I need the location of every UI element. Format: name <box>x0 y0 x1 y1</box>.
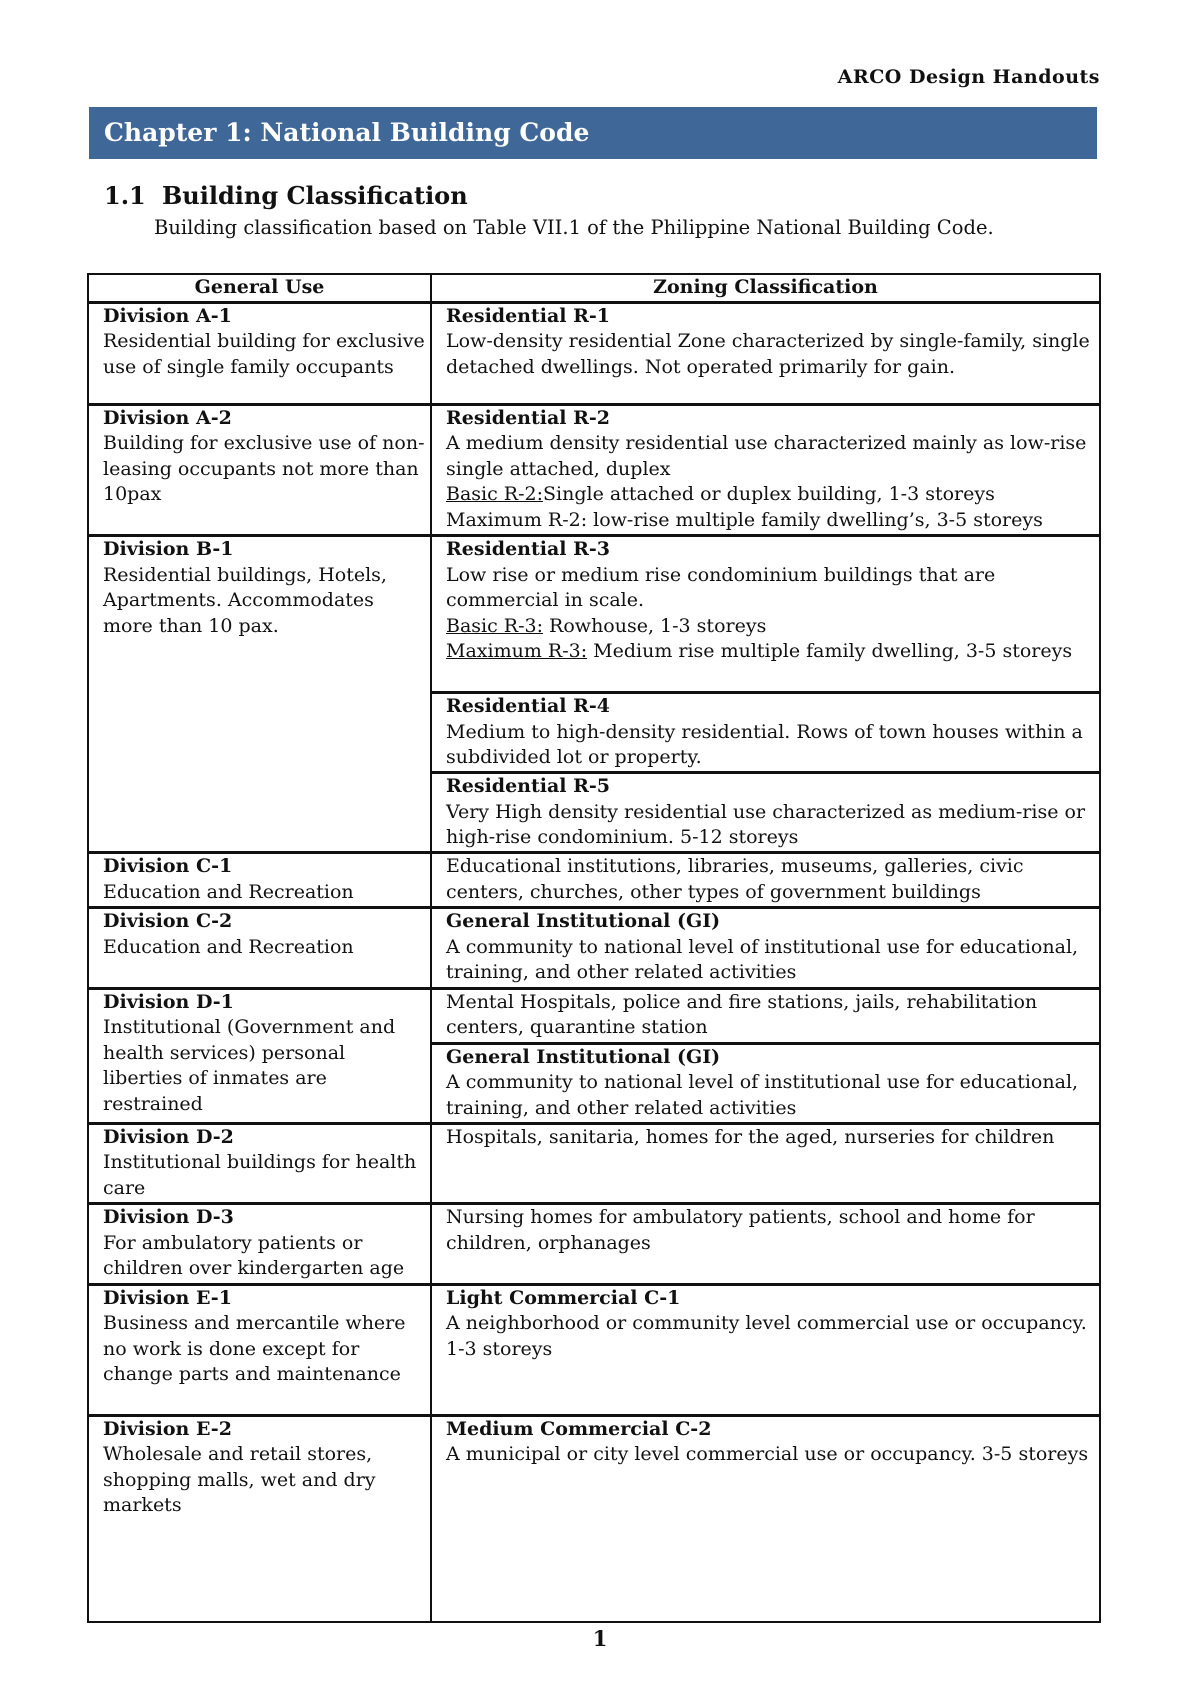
general-use-cell <box>88 1415 431 1622</box>
zone-part <box>432 537 1099 691</box>
division-description: Residential buildings, Hotels, Apartments. Accommodates more than 10 pax. <box>103 563 387 637</box>
table-header-row <box>88 274 1100 302</box>
zone-description: Very High density residential use characterized as medium-rise or high-rise condominium. 5-12 storeys <box>446 800 1086 848</box>
zone-basic-line <box>446 482 1094 508</box>
zoning-cell <box>431 908 1100 989</box>
zoning-cell <box>431 853 1100 908</box>
zone-title: General Institutional (GI) <box>446 910 721 932</box>
max-label: Maximum R-3: <box>446 640 588 662</box>
zoning-cell <box>431 302 1100 404</box>
table-row <box>88 536 1100 853</box>
table-row <box>88 1415 1100 1622</box>
table-row <box>88 988 1100 1123</box>
zone-description: Educational institutions, libraries, museums, galleries, civic centers, churches, other types of government buildings <box>446 855 1024 903</box>
division-label: Division C-1 <box>103 855 233 877</box>
section-number: 1.1 <box>104 181 146 210</box>
zone-description: Nursing homes for ambulatory patients, school and home for children, orphanages <box>446 1206 1035 1254</box>
max-text: low-rise multiple family dwelling’s, 3-5 storeys <box>587 508 1043 531</box>
zone-description: Hospitals, sanitaria, homes for the aged, nurseries for children <box>446 1125 1055 1148</box>
chapter-title-bar: Chapter 1: National Building Code <box>89 107 1097 159</box>
zoning-cell <box>431 1123 1100 1204</box>
general-use-cell <box>88 302 431 404</box>
general-use-cell <box>88 1123 431 1204</box>
zone-description: A municipal or city level commercial use or occupancy. 3-5 storeys <box>446 1443 1089 1465</box>
general-use-cell <box>88 908 431 989</box>
zone-description: A community to national level of institutional use for educational, training, and other related activities <box>446 935 1079 983</box>
zone-title: Residential R-4 <box>446 695 611 717</box>
zone-title: Residential R-5 <box>446 775 611 797</box>
division-label: Division D-3 <box>103 1206 234 1228</box>
zone-part <box>432 771 1099 851</box>
zoning-cell <box>431 988 1100 1123</box>
division-label: Division C-2 <box>103 910 233 932</box>
table-row <box>88 302 1100 404</box>
section-title: Building Classification <box>162 181 468 210</box>
basic-label: Basic R-3: <box>446 614 544 637</box>
zone-description: Medium to high-density residential. Rows of town houses within a subdivided lot or property. <box>446 720 1083 768</box>
general-use-cell <box>88 536 431 853</box>
division-description: Institutional (Government and health services) personal liberties of inmates are restrained <box>103 1016 396 1115</box>
max-text: Medium rise multiple family dwelling, 3-5 storeys <box>587 640 1073 662</box>
division-description: For ambulatory patients or children over kindergarten age <box>103 1231 405 1279</box>
zone-basic-line <box>446 614 1094 640</box>
division-description: Residential building for exclusive use of single family occupants <box>103 330 425 378</box>
section-heading <box>104 181 468 210</box>
division-description: Wholesale and retail stores, shopping malls, wet and dry markets <box>103 1443 376 1516</box>
general-use-cell <box>88 1204 431 1285</box>
zone-description: A neighborhood or community level commercial use or occupancy. 1-3 storeys <box>446 1312 1087 1360</box>
zone-title: Residential R-2 <box>446 406 611 429</box>
header-zoning-classification: Zoning Classification <box>431 274 1100 302</box>
zoning-cell <box>431 536 1100 853</box>
general-use-cell <box>88 1284 431 1415</box>
division-label: Division D-2 <box>103 1125 234 1148</box>
zone-description: Low-density residential Zone characterized by single-family, single detached dwellings. Not operated primarily for gain. <box>446 330 1090 378</box>
division-description: Business and mercantile where no work is done except for change parts and maintenance <box>103 1312 406 1385</box>
division-label: Division B-1 <box>103 538 234 560</box>
table-row <box>88 853 1100 908</box>
table-row <box>88 1123 1100 1204</box>
zone-part <box>432 990 1099 1042</box>
general-use-cell <box>88 853 431 908</box>
division-description: Education and Recreation <box>103 935 354 958</box>
section-intro: Building classification based on Table VII.1 of the Philippine National Building Code. <box>154 216 994 239</box>
zone-title: Medium Commercial C-2 <box>446 1417 712 1440</box>
max-label: Maximum R-2: <box>446 508 588 531</box>
division-description: Building for exclusive use of non-leasing occupants not more than 10pax <box>103 432 425 505</box>
zone-title: Residential R-3 <box>446 538 611 560</box>
table-row <box>88 908 1100 989</box>
zoning-cell <box>431 1284 1100 1415</box>
running-header: ARCO Design Handouts <box>837 66 1100 88</box>
table-row <box>88 404 1100 536</box>
division-label: Division E-1 <box>103 1286 232 1309</box>
division-label: Division A-1 <box>103 304 232 327</box>
zoning-cell <box>431 404 1100 536</box>
zoning-cell <box>431 1204 1100 1285</box>
zone-title: Light Commercial C-1 <box>446 1286 681 1309</box>
general-use-cell <box>88 404 431 536</box>
division-description: Institutional buildings for health care <box>103 1151 417 1199</box>
general-use-cell <box>88 988 431 1123</box>
zone-part <box>432 691 1099 771</box>
basic-text: Single attached or duplex building, 1-3 storeys <box>543 483 995 505</box>
zone-title: General Institutional (GI) <box>446 1045 721 1068</box>
page-number: 1 <box>592 1626 608 1651</box>
division-label: Division E-2 <box>103 1417 232 1440</box>
zone-max-line <box>446 508 1094 534</box>
zone-description: Mental Hospitals, police and fire stations, jails, rehabilitation centers, quarantine station <box>446 990 1038 1038</box>
zone-description: A community to national level of institutional use for educational, training, and other related activities <box>446 1071 1079 1119</box>
building-classification-table <box>87 273 1101 1623</box>
zone-title: Residential R-1 <box>446 304 611 327</box>
basic-label: Basic R-2: <box>446 483 544 505</box>
division-label: Division A-2 <box>103 406 232 429</box>
table-row <box>88 1204 1100 1285</box>
zone-description: A medium density residential use characterized mainly as low-rise single attached, duplex <box>446 432 1087 480</box>
zone-part <box>432 1042 1099 1122</box>
header-general-use: General Use <box>88 274 431 302</box>
table-row <box>88 1284 1100 1415</box>
basic-text: Rowhouse, 1-3 storeys <box>543 614 767 637</box>
division-label: Division D-1 <box>103 990 234 1013</box>
zoning-cell <box>431 1415 1100 1622</box>
zone-max-line <box>446 639 1094 665</box>
zone-description: Low rise or medium rise condominium buildings that are commercial in scale. <box>446 563 996 611</box>
division-description: Education and Recreation <box>103 880 354 903</box>
